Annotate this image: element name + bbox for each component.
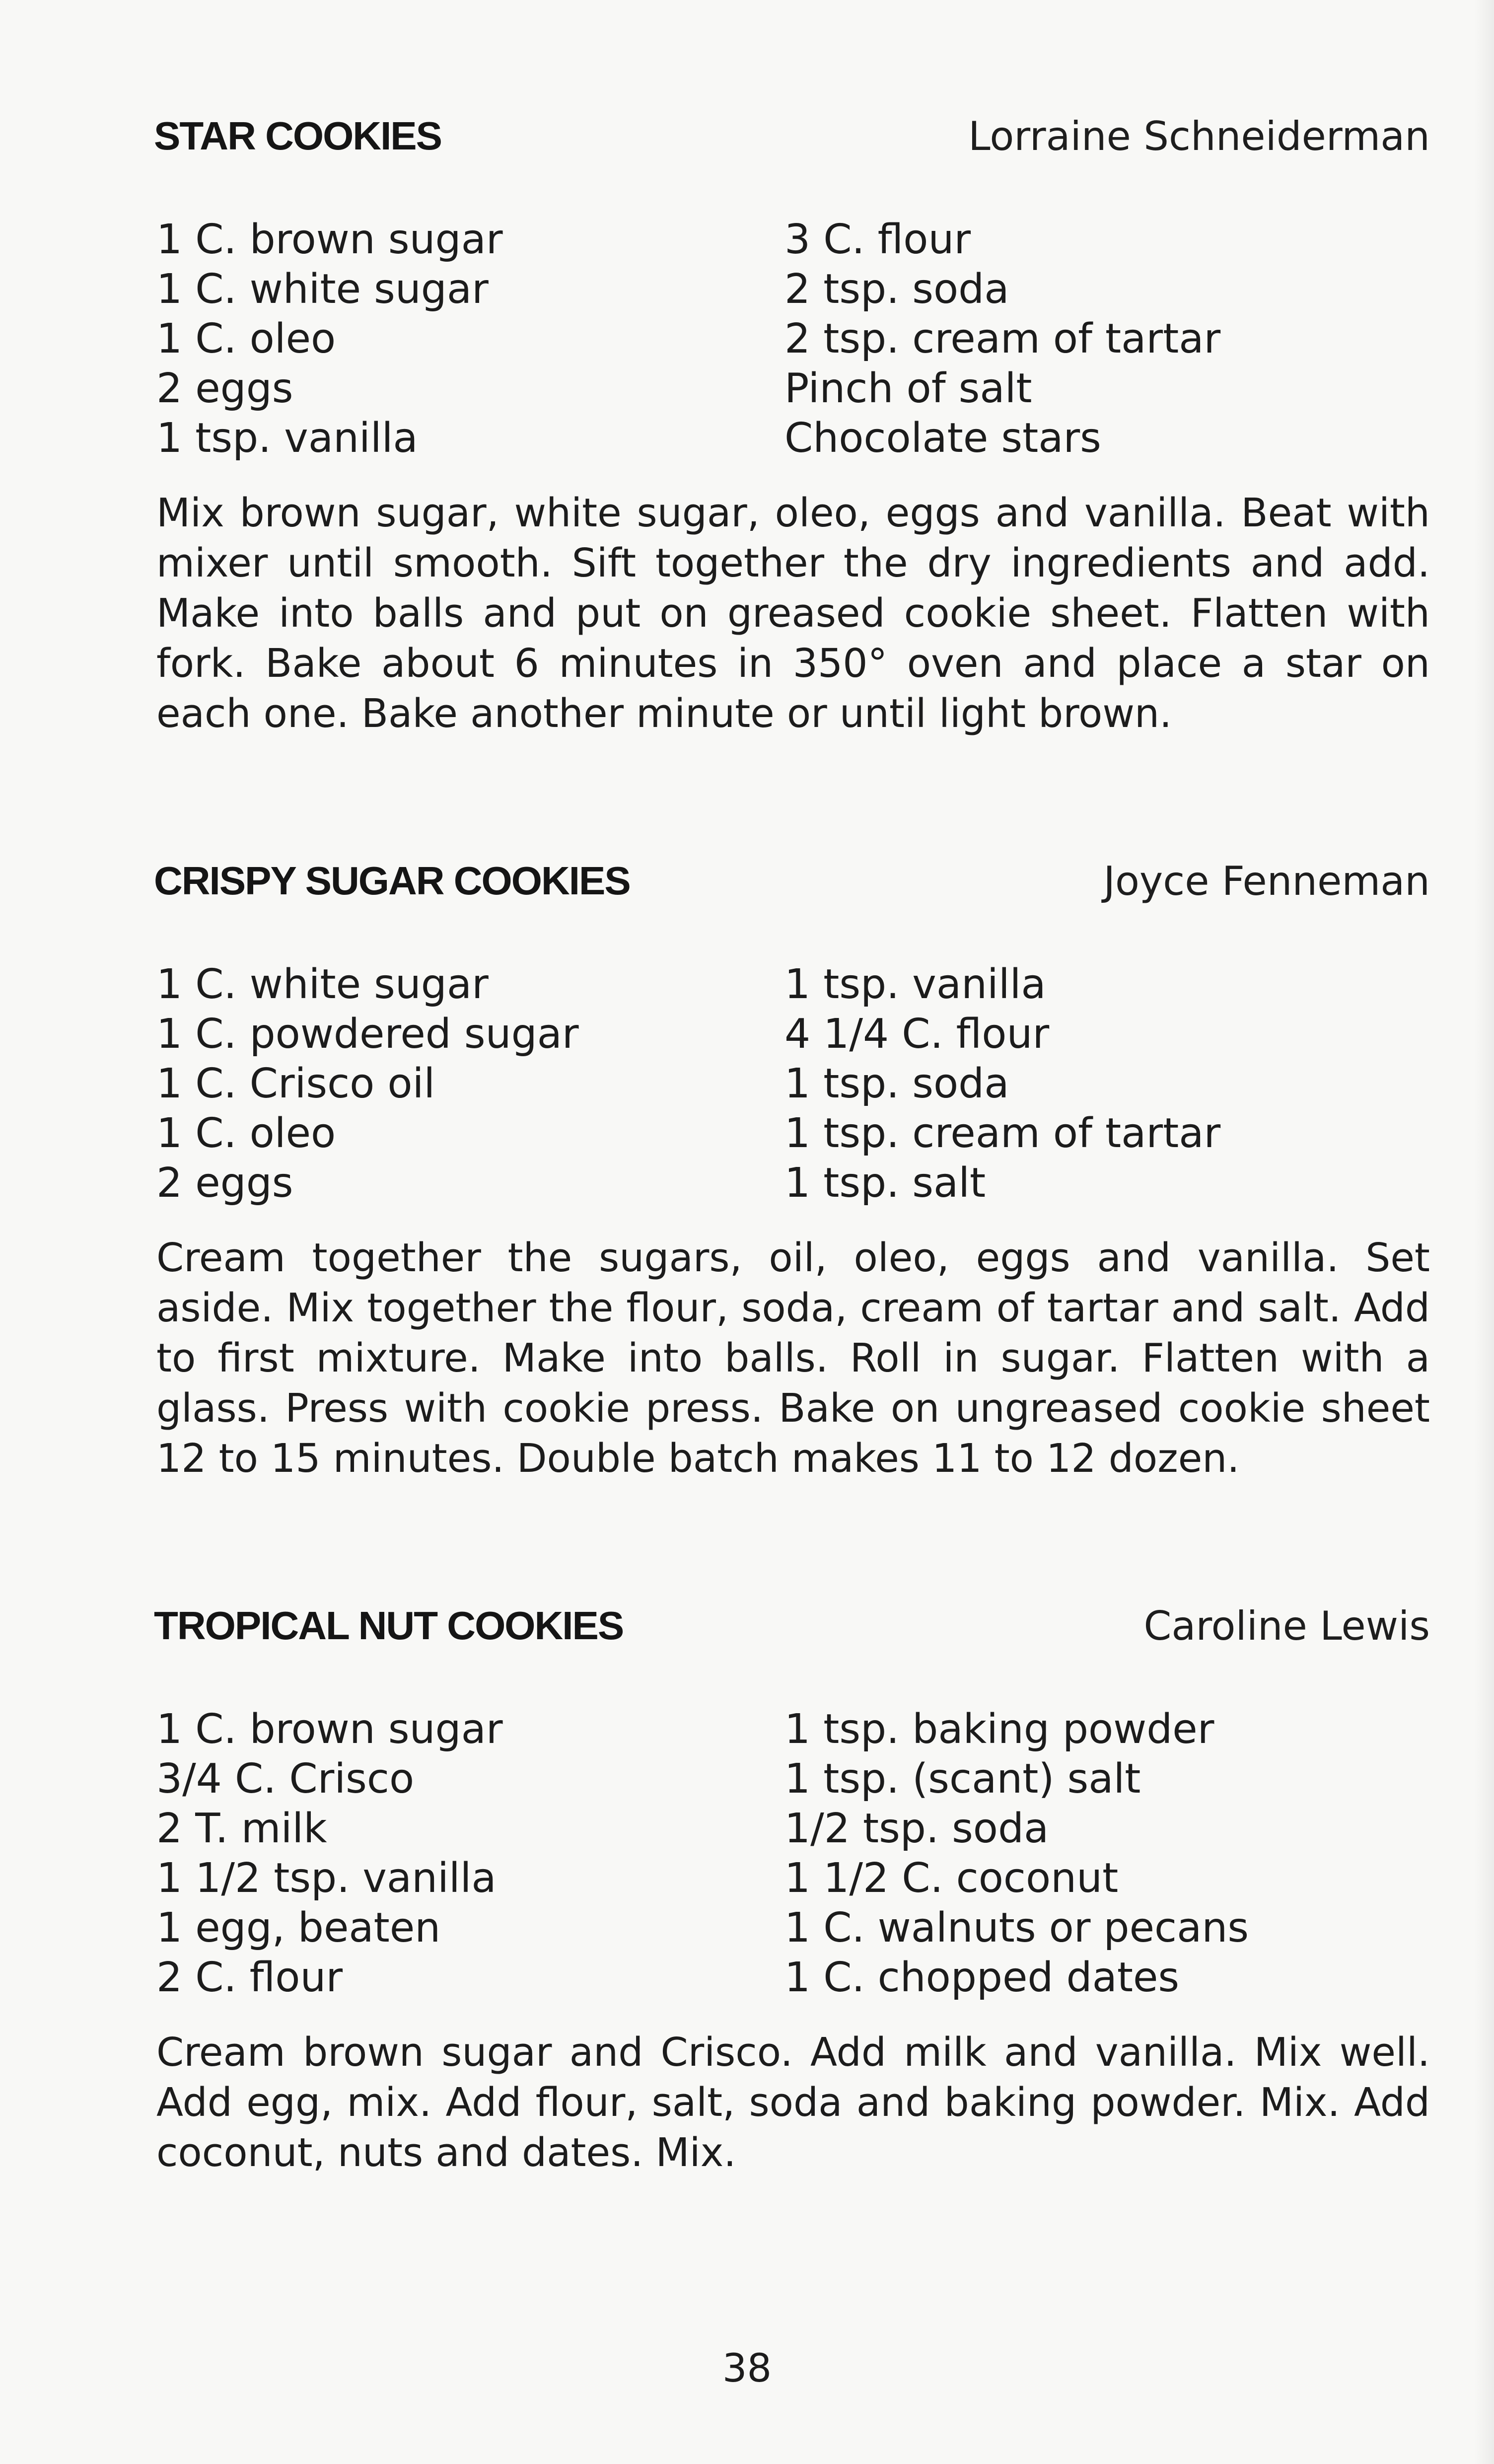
- ingredient: 1 1/2 C. coconut: [784, 1855, 1119, 1902]
- ingredient: 1 tsp. cream of tartar: [784, 1110, 1221, 1157]
- ingredient: 1 C. oleo: [156, 315, 336, 362]
- ingredient: 1 C. walnuts or pecans: [784, 1904, 1249, 1952]
- ingredient: 1 C. chopped dates: [784, 1954, 1180, 2001]
- recipe-header: [149, 113, 1430, 168]
- ingredient: 1/2 tsp. soda: [784, 1805, 1049, 1852]
- page-edge-shadow: [1474, 0, 1494, 2464]
- recipe-star-cookies: [149, 113, 1430, 739]
- ingredient: Pinch of salt: [784, 365, 1032, 412]
- ingredient: 1 C. brown sugar: [156, 216, 503, 263]
- ingredient: 1 tsp. soda: [784, 1060, 1009, 1107]
- ingredient: 1 tsp. (scant) salt: [784, 1755, 1141, 1803]
- ingredient: 4 1/4 C. flour: [784, 1011, 1050, 1058]
- ingredient: 2 tsp. cream of tartar: [784, 315, 1221, 362]
- page-number: 38: [722, 2346, 772, 2391]
- ingredient: 3 C. flour: [784, 216, 971, 263]
- ingredient: 1 tsp. vanilla: [784, 961, 1046, 1008]
- recipe-directions: Mix brown sugar, white sugar, oleo, eggs and vanilla. Beat with mixer until smooth. Sift together the dry ingredients and add. Make into balls and put on greased cookie sheet. Flatten with fork. Bake about 6 minutes in 350° oven and place a star on each one. Bake another minute or until light brown.: [156, 490, 1430, 736]
- ingredient: 1 tsp. salt: [784, 1160, 986, 1207]
- ingredients-left-column: [156, 1705, 777, 2003]
- recipe-header: [149, 858, 1430, 913]
- ingredient: 2 T. milk: [156, 1805, 327, 1852]
- ingredient: 2 C. flour: [156, 1954, 343, 2001]
- ingredient-list: [149, 215, 1430, 463]
- recipe-author: Joyce Fenneman: [1103, 858, 1430, 904]
- recipe-title: CRISPY SUGAR COOKIES: [154, 859, 630, 903]
- recipe-crispy-sugar-cookies: [149, 858, 1430, 1484]
- recipe-directions: Cream brown sugar and Crisco. Add milk and vanilla. Mix well. Add egg, mix. Add flour, salt, soda and baking powder. Mix. Add coconut, nuts and dates. Mix.: [156, 2029, 1430, 2175]
- ingredient: 1 C. Crisco oil: [156, 1060, 435, 1107]
- ingredient: 2 eggs: [156, 1160, 293, 1207]
- ingredients-left-column: [156, 960, 777, 1208]
- ingredient: 2 eggs: [156, 365, 293, 412]
- ingredient-list: [149, 1705, 1430, 2003]
- recipe-directions: Cream together the sugars, oil, oleo, eggs and vanilla. Set aside. Mix together the flour, soda, cream of tartar and salt. Add to first mixture. Make into balls. Roll in sugar. Flatten with a glass. Press with cookie press. Bake on ungreased cookie sheet 12 to 15 minutes. Double batch makes 11 to 12 dozen.: [156, 1235, 1430, 1481]
- ingredient: 2 tsp. soda: [784, 266, 1009, 313]
- recipe-header: [149, 1603, 1430, 1658]
- ingredient: 1 C. white sugar: [156, 266, 489, 313]
- recipe-author: Lorraine Schneiderman: [968, 113, 1430, 159]
- ingredient-list: [149, 960, 1430, 1208]
- recipe-title: STAR COOKIES: [154, 114, 442, 158]
- ingredient: 1 C. oleo: [156, 1110, 336, 1157]
- ingredient: 1 tsp. baking powder: [784, 1706, 1214, 1753]
- ingredient: 1 C. powdered sugar: [156, 1011, 579, 1058]
- recipe-author: Caroline Lewis: [1143, 1603, 1430, 1649]
- recipe-tropical-nut-cookies: [149, 1603, 1430, 2178]
- ingredients-right-column: [784, 960, 1430, 1208]
- ingredient: 1 tsp. vanilla: [156, 415, 418, 462]
- ingredient: 1 C. brown sugar: [156, 1706, 503, 1753]
- ingredients-right-column: [784, 215, 1430, 463]
- ingredient: 1 egg, beaten: [156, 1904, 441, 1952]
- ingredient: 3/4 C. Crisco: [156, 1755, 415, 1803]
- ingredient: 1 C. white sugar: [156, 961, 489, 1008]
- ingredients-left-column: [156, 215, 777, 463]
- recipe-title: TROPICAL NUT COOKIES: [154, 1603, 624, 1648]
- ingredient: 1 1/2 tsp. vanilla: [156, 1855, 497, 1902]
- ingredient: Chocolate stars: [784, 415, 1101, 462]
- ingredients-right-column: [784, 1705, 1430, 2003]
